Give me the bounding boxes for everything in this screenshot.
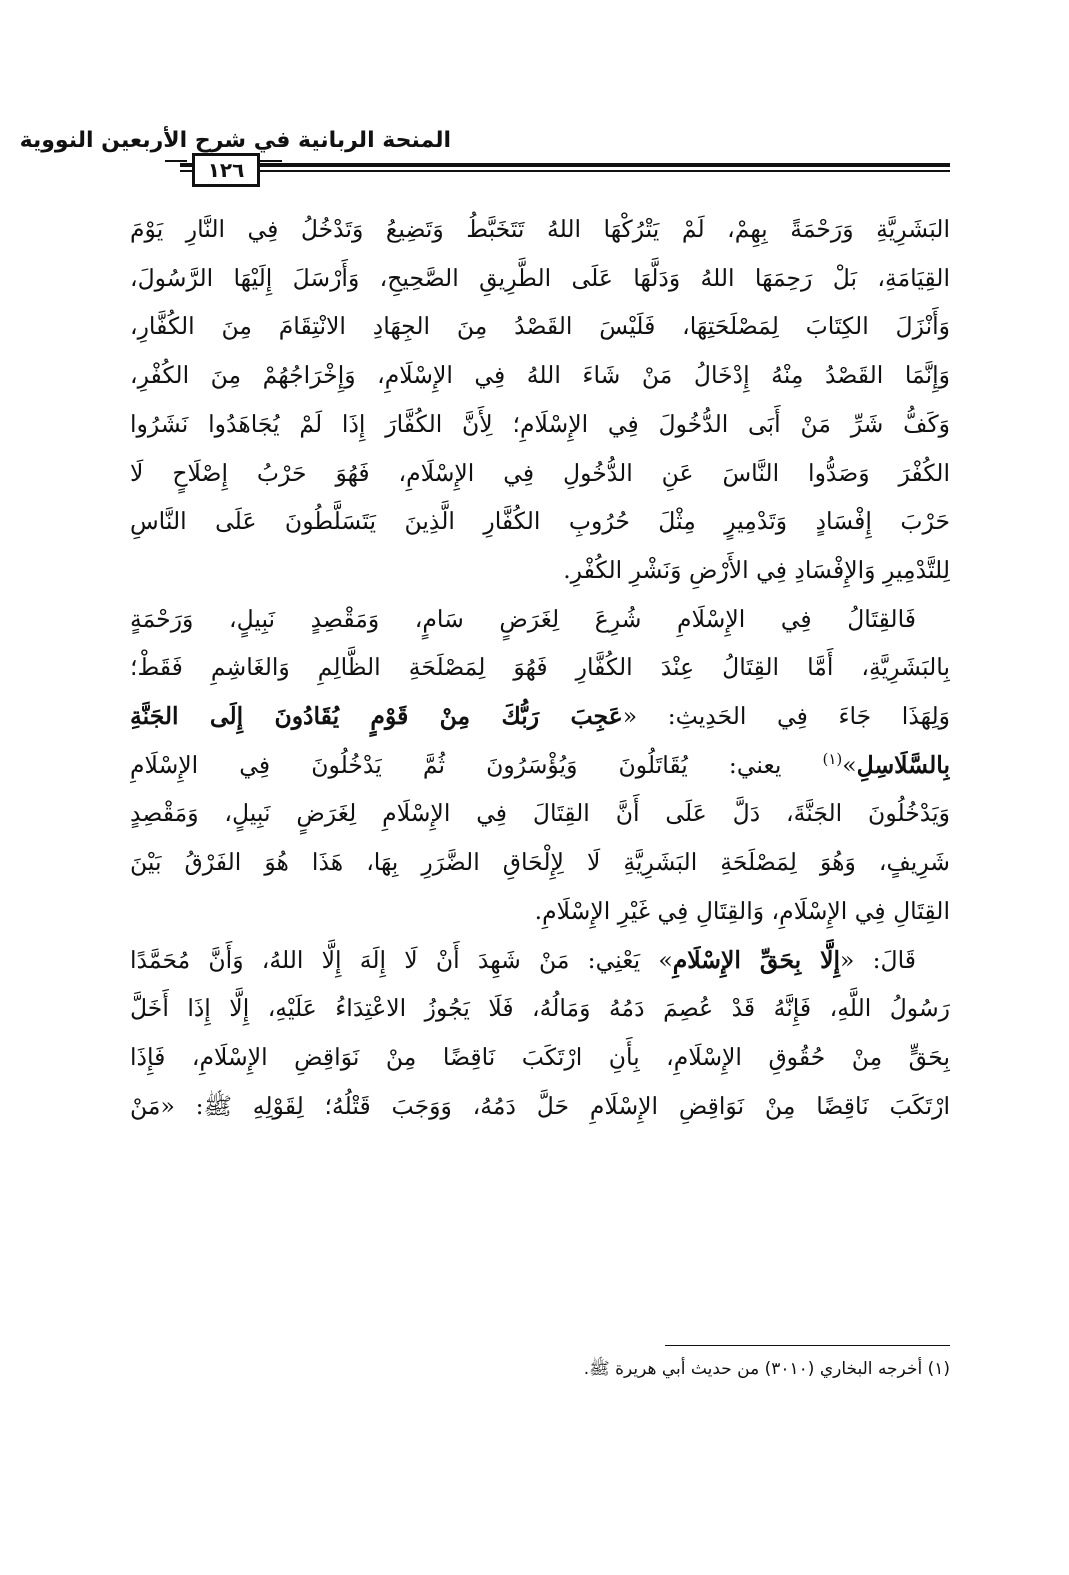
text-line: وَيَدْخُلُونَ الجَنَّةَ، دَلَّ عَلَى أَنَّ القِتَالَ فِي الإِسْلَامِ لِغَرَضٍ نَبِيلٍ، وَمَقْصِدٍ xyxy=(130,799,950,828)
text-run: » xyxy=(842,750,857,779)
hadith-quote: عَجِبَ رَبُّكَ مِنْ قَوْمٍ يُقَادُونَ إِلَى الجَنَّةِ xyxy=(130,702,623,731)
text-line xyxy=(130,936,950,985)
text-run: قَالَ: « xyxy=(840,945,917,974)
text-line: لِلتَّدْمِيرِ وَالإِفْسَادِ فِي الأَرْضِ وَنَشْرِ الكُفْرِ. xyxy=(563,555,950,584)
text-line: حَرْبَ إِفْسَادٍ وَتَدْمِيرٍ مِثْلَ حُرُوبِ الكُفَّارِ الَّذِينَ يَتَسَلَّطُونَ عَلَى النَّاسِ xyxy=(130,507,950,536)
paragraph-1 xyxy=(130,205,950,595)
header-rule-thick xyxy=(180,163,950,167)
text-line: شَرِيفٍ، وَهُوَ لِمَصْلَحَةِ البَشَرِيَّةِ لَا لِإِلْحَاقِ الضَّرَرِ بِهَا، هَذَا هُوَ الفَرْقُ بَيْنَ xyxy=(130,848,950,877)
text-line xyxy=(130,692,950,741)
text-line: القِتَالِ فِي الإِسْلَامِ، وَالقِتَالِ فِي غَيْرِ الإِسْلَامِ. xyxy=(534,896,950,925)
text-line: بِالبَشَرِيَّةِ، أَمَّا القِتَالُ عِنْدَ الكُفَّارِ فَهُوَ لِمَصْلَحَةِ الظَّالِمِ وَالغَاشِمِ فَقَطْ؛ xyxy=(130,653,950,682)
text-line: وَكَفُّ شَرِّ مَنْ أَبَى الدُّخُولَ فِي الإِسْلَامِ؛ لِأَنَّ الكُفَّارَ إِذَا لَمْ يُجَاهَدُوا نَشَرُوا xyxy=(130,409,950,438)
quoted-phrase: إِلَّا بِحَقِّ الإِسْلَامِ xyxy=(672,945,841,974)
text-line: ارْتَكَبَ نَاقِضًا مِنْ نَوَاقِضِ الإِسْلَامِ حَلَّ دَمُهُ، وَوَجَبَ قَتْلُهُ؛ لِقَوْلِهِ ﷺ: «مَنْ xyxy=(130,1091,950,1120)
paragraph-2 xyxy=(130,595,950,936)
page-number-ornament-right xyxy=(260,160,282,162)
text-line: فَالقِتَالُ فِي الإِسْلَامِ شُرِعَ لِغَرَضٍ سَامٍ، وَمَقْصِدٍ نَبِيلٍ، وَرَحْمَةٍ xyxy=(130,604,916,633)
text-line: بِحَقٍّ مِنْ حُقُوقِ الإِسْلَامِ، بِأَنِ ارْتَكَبَ نَاقِضًا مِنْ نَوَاقِضِ الإِسْلَامِ، فَإِذَا xyxy=(130,1042,950,1071)
text-line: البَشَرِيَّةِ وَرَحْمَةً بِهِمْ، لَمْ يَتْرُكْهَا اللهُ تَتَخَبَّطُ وَتَضِيعُ وَتَدْخُلُ فِي النَّارِ يَوْمَ xyxy=(130,215,950,243)
text-line: الكُفْرَ وَصَدُّوا النَّاسَ عَنِ الدُّخُولِ فِي الإِسْلَامِ، فَهُوَ حَرْبُ إِصْلَاحٍ لَا xyxy=(130,458,950,487)
main-text xyxy=(130,205,950,1130)
running-title: المنحة الربانية في شرح الأربعين النووية xyxy=(19,128,451,153)
text-run: وَلِهَذَا جَاءَ فِي الحَدِيثِ: « xyxy=(622,702,950,731)
page-number-ornament-left xyxy=(165,160,187,162)
hadith-quote-end: بِالسَّلَاسِلِ xyxy=(856,750,950,779)
text-line: القِيَامَةِ، بَلْ رَحِمَهَا اللهُ وَدَلَّهَا عَلَى الطَّرِيقِ الصَّحِيحِ، وَأَرْسَلَ إِلَيْهَا الرَّسُولَ، xyxy=(130,263,950,292)
paragraph-3 xyxy=(130,936,950,1131)
text-run: » يَعْنِي: مَنْ شَهِدَ أَنْ لَا إِلَهَ إِلَّا اللهُ، وَأَنَّ مُحَمَّدًا xyxy=(130,945,673,974)
footnote: (١) أخرجه البخاري (٣٠١٠) من حديث أبي هريرة ﷺ. xyxy=(583,1359,950,1379)
footnote-marker[interactable]: (١) xyxy=(822,749,843,768)
page-number: ١٢٦ xyxy=(192,153,260,187)
footnote-separator xyxy=(665,1345,950,1346)
header-rule-thin xyxy=(180,170,950,172)
text-line: رَسُولُ اللَّهِ، فَإِنَّهُ قَدْ عُصِمَ دَمُهُ وَمَالُهُ، فَلَا يَجُوزُ الاعْتِدَاءُ عَلَيْهِ، إِلَّا إِذَا أَخَلَّ xyxy=(130,994,950,1023)
text-line xyxy=(130,741,950,790)
text-line: وَأَنْزَلَ الكِتَابَ لِمَصْلَحَتِهَا، فَلَيْسَ القَصْدُ مِنَ الجِهَادِ الانْتِقَامَ مِنَ الكُفَّارِ، xyxy=(130,312,950,341)
text-run: يعني: يُقَاتَلُونَ وَيُؤْسَرُونَ ثُمَّ يَدْخُلُونَ فِي الإِسْلَامِ xyxy=(130,750,823,779)
text-line: وَإِنَّمَا القَصْدُ مِنْهُ إِدْخَالُ مَنْ شَاءَ اللهُ فِي الإِسْلَامِ، وَإِخْرَاجُهُمْ مِنَ الكُفْرِ، xyxy=(130,361,950,390)
